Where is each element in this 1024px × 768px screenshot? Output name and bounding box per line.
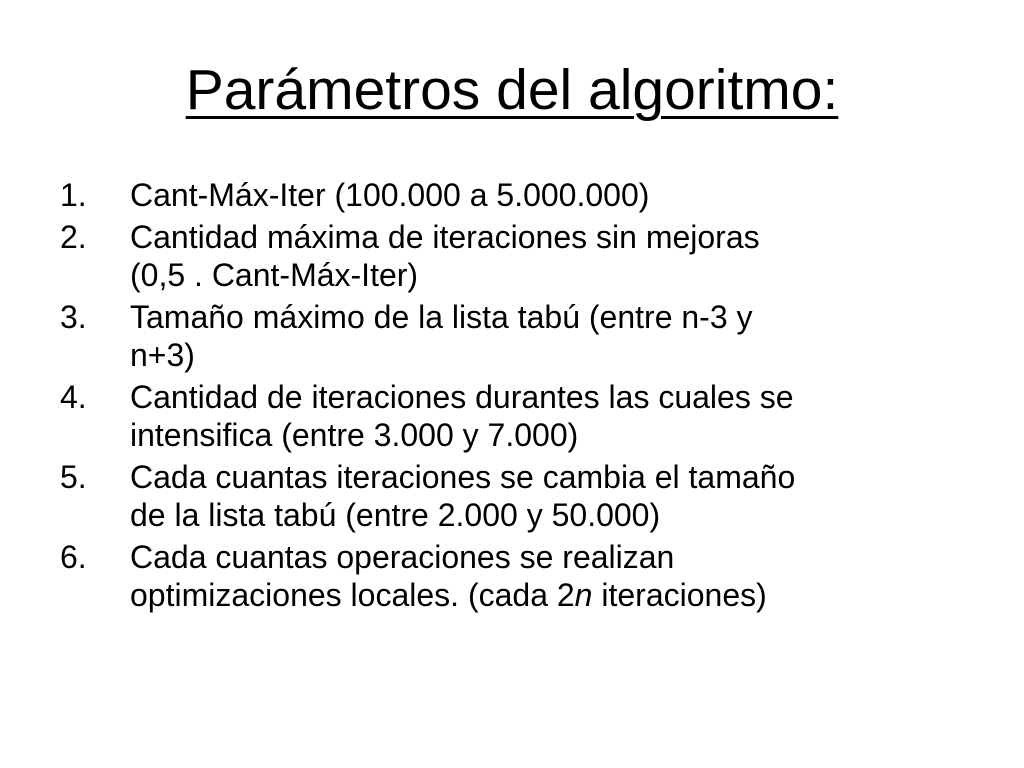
item-line: Cantidad máxima de iteraciones sin mejoras [130, 219, 760, 255]
item-line: Cant-Máx-Iter (100.000 a 5.000.000) [130, 177, 650, 213]
item-text [130, 218, 990, 294]
item-line: de la lista tabú (entre 2.000 y 50.000) [130, 497, 661, 533]
item-number: 3. [60, 299, 87, 335]
item-line-italic: n [574, 577, 593, 613]
slide-title: Parámetros del algoritmo: [185, 58, 839, 122]
item-text [130, 298, 990, 374]
list-item [60, 458, 990, 534]
list-item [60, 378, 990, 454]
item-text [130, 176, 990, 214]
item-line: intensifica (entre 3.000 y 7.000) [130, 417, 579, 453]
title-container [0, 58, 1024, 124]
item-line: Cada cuantas iteraciones se cambia el tamaño [130, 459, 796, 495]
item-line: n+3) [130, 337, 195, 373]
item-line: Tamaño máximo de la lista tabú (entre n-3 y [130, 299, 753, 335]
item-text [130, 458, 990, 534]
item-number: 4. [60, 379, 87, 415]
item-number: 2. [60, 219, 87, 255]
item-line-before: optimizaciones locales. (cada 2 [130, 577, 575, 613]
item-line: Cantidad de iteraciones durantes las cuales se [130, 379, 794, 415]
item-line-after: iteraciones) [592, 577, 767, 613]
parameter-list [60, 176, 990, 618]
item-text [130, 538, 990, 614]
list-item [60, 218, 990, 294]
item-line: (0,5 . Cant-Máx-Iter) [130, 257, 419, 293]
item-number: 6. [60, 539, 87, 575]
item-number: 1. [60, 177, 87, 213]
item-text [130, 378, 990, 454]
list-item [60, 538, 990, 614]
list-item [60, 298, 990, 374]
item-line: Cada cuantas operaciones se realizan [130, 539, 675, 575]
list-item [60, 176, 990, 214]
item-number: 5. [60, 459, 87, 495]
item-line-mixed [130, 576, 990, 614]
